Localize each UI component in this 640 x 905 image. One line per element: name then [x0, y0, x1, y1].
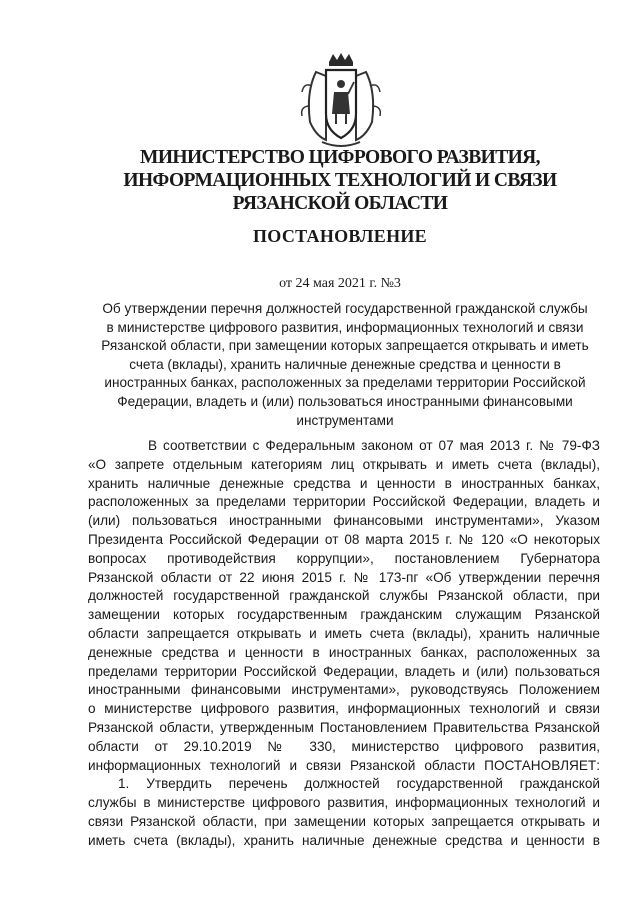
body-line: Рязанской области от 22 июня 2015 г. № 173-пг «Об утверждении перечня — [88, 569, 600, 585]
subject-line: счета (вклады), хранить наличные денежные средства и ценности в — [129, 356, 561, 372]
body-line: должностей государственной гражданской службы Рязанской области, при — [88, 588, 600, 604]
body-line: Президента Российской Федерации от 08 марта 2015 г. № 120 «О некоторых — [88, 531, 600, 547]
body-line: денежные средства и ценности в иностранных банках, расположенных за — [88, 644, 600, 660]
body-line: вопросах противодействия коррупции», постановлением Губернатора — [88, 550, 600, 566]
subject-line: Федерации, владеть и (или) пользоваться иностранными финансовыми — [117, 393, 573, 409]
body-line: службы в министерстве цифрового развития, информационных технологий и — [88, 795, 600, 811]
ryazan-coat-of-arms-icon — [296, 52, 386, 150]
document-body — [88, 437, 600, 851]
body-line: области запрещается открывать и иметь счета (вклады), хранить наличные — [88, 625, 600, 641]
ministry-title-line: ИНФОРМАЦИОННЫХ ТЕХНОЛОГИЙ И СВЯЗИ — [123, 170, 557, 191]
subject-line: иностранных банках, расположенных за пределами территории Российской — [104, 375, 586, 391]
subject-line: Об утверждении перечня должностей государственной гражданской службы — [102, 301, 588, 316]
body-line: пределами территории Российской Федерации, владеть и (или) пользоваться — [88, 663, 600, 679]
subject-line: в министерстве цифрового развития, информационных технологий и связи — [106, 319, 584, 335]
body-line: информационных технологий и связи Рязанской области ПОСТАНОВЛЯЕТ: — [88, 757, 600, 773]
document-date-number: от 24 мая 2021 г. №3 — [279, 276, 401, 291]
body-line: иностранными финансовыми инструментами», руководствуясь Положением — [88, 682, 600, 698]
body-line: связи Рязанской области, при замещении которых запрещается открывать и — [88, 813, 600, 829]
body-line: (или) пользоваться иностранными финансовыми инструментами», Указом — [88, 513, 600, 529]
ministry-title-line: МИНИСТЕРСТВО ЦИФРОВОГО РАЗВИТИЯ, — [140, 147, 540, 168]
body-line: Рязанской области, утвержденным Постановлением Правительства Рязанской — [88, 719, 600, 735]
body-line: «О запрете отдельным категориям лиц открывать и иметь счета (вклады), — [88, 456, 600, 472]
body-line: замещении которых государственным гражданским служащим Рязанской — [88, 607, 600, 623]
body-line: о министерстве цифрового развития, информационных технологий и связи — [88, 701, 600, 717]
ministry-title-line: РЯЗАНСКОЙ ОБЛАСТИ — [232, 193, 448, 214]
document-type: ПОСТАНОВЛЕНИЕ — [253, 226, 427, 246]
body-line: 1. Утвердить перечень должностей государственной гражданской — [118, 776, 600, 792]
body-line: расположенных за пределами территории Российской Федерации, владеть и — [88, 494, 600, 510]
body-line: В соответствии с Федеральным законом от 07 мая 2013 г. № 79-ФЗ — [148, 438, 600, 453]
subject-line: инструментами — [296, 412, 394, 428]
document-subject — [90, 300, 600, 430]
body-line: хранить наличные денежные средства и ценности в иностранных банках, — [88, 475, 600, 491]
body-line: области от 29.10.2019 № 330, министерство цифрового развития, — [88, 738, 600, 754]
subject-line: Рязанской области, при замещении которых запрещается открывать и иметь — [101, 338, 589, 354]
ministry-title — [120, 146, 560, 215]
body-line: иметь счета (вклады), хранить наличные денежные средства и ценности в — [88, 832, 600, 848]
